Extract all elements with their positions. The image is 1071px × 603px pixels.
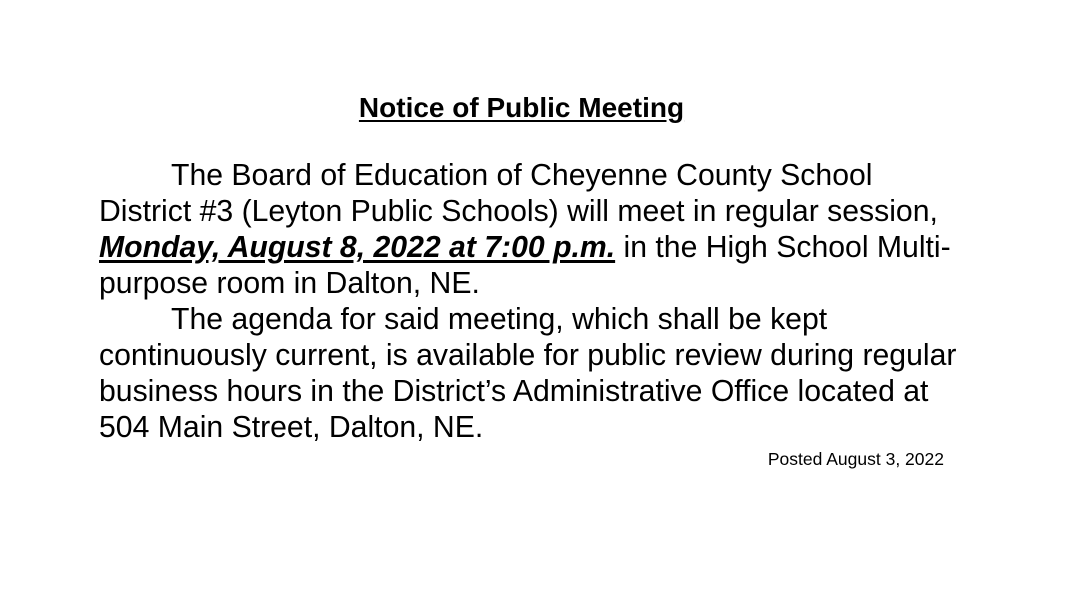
posted-date: Posted August 3, 2022 [767,449,944,469]
meeting-date-time: Monday, August 8, 2022 at 7:00 p.m. [99,231,616,264]
meeting-text-location: in the High School Multi-purpose room in Dalton, NE. [99,231,951,300]
agenda-paragraph: The agenda for said meeting, which shall be kept continuously current, is available for public review during regular business hours in the District’s Administrative Office located at 504 Main Street, Dalton, NE. [99,303,957,444]
meeting-text-intro: The Board of Education of Cheyenne County School District #3 (Leyton Public Schools) will meet in regular session, [99,159,938,228]
meeting-paragraph [99,158,959,302]
notice-title: Notice of Public Meeting [358,92,685,123]
notice-body [99,158,959,446]
